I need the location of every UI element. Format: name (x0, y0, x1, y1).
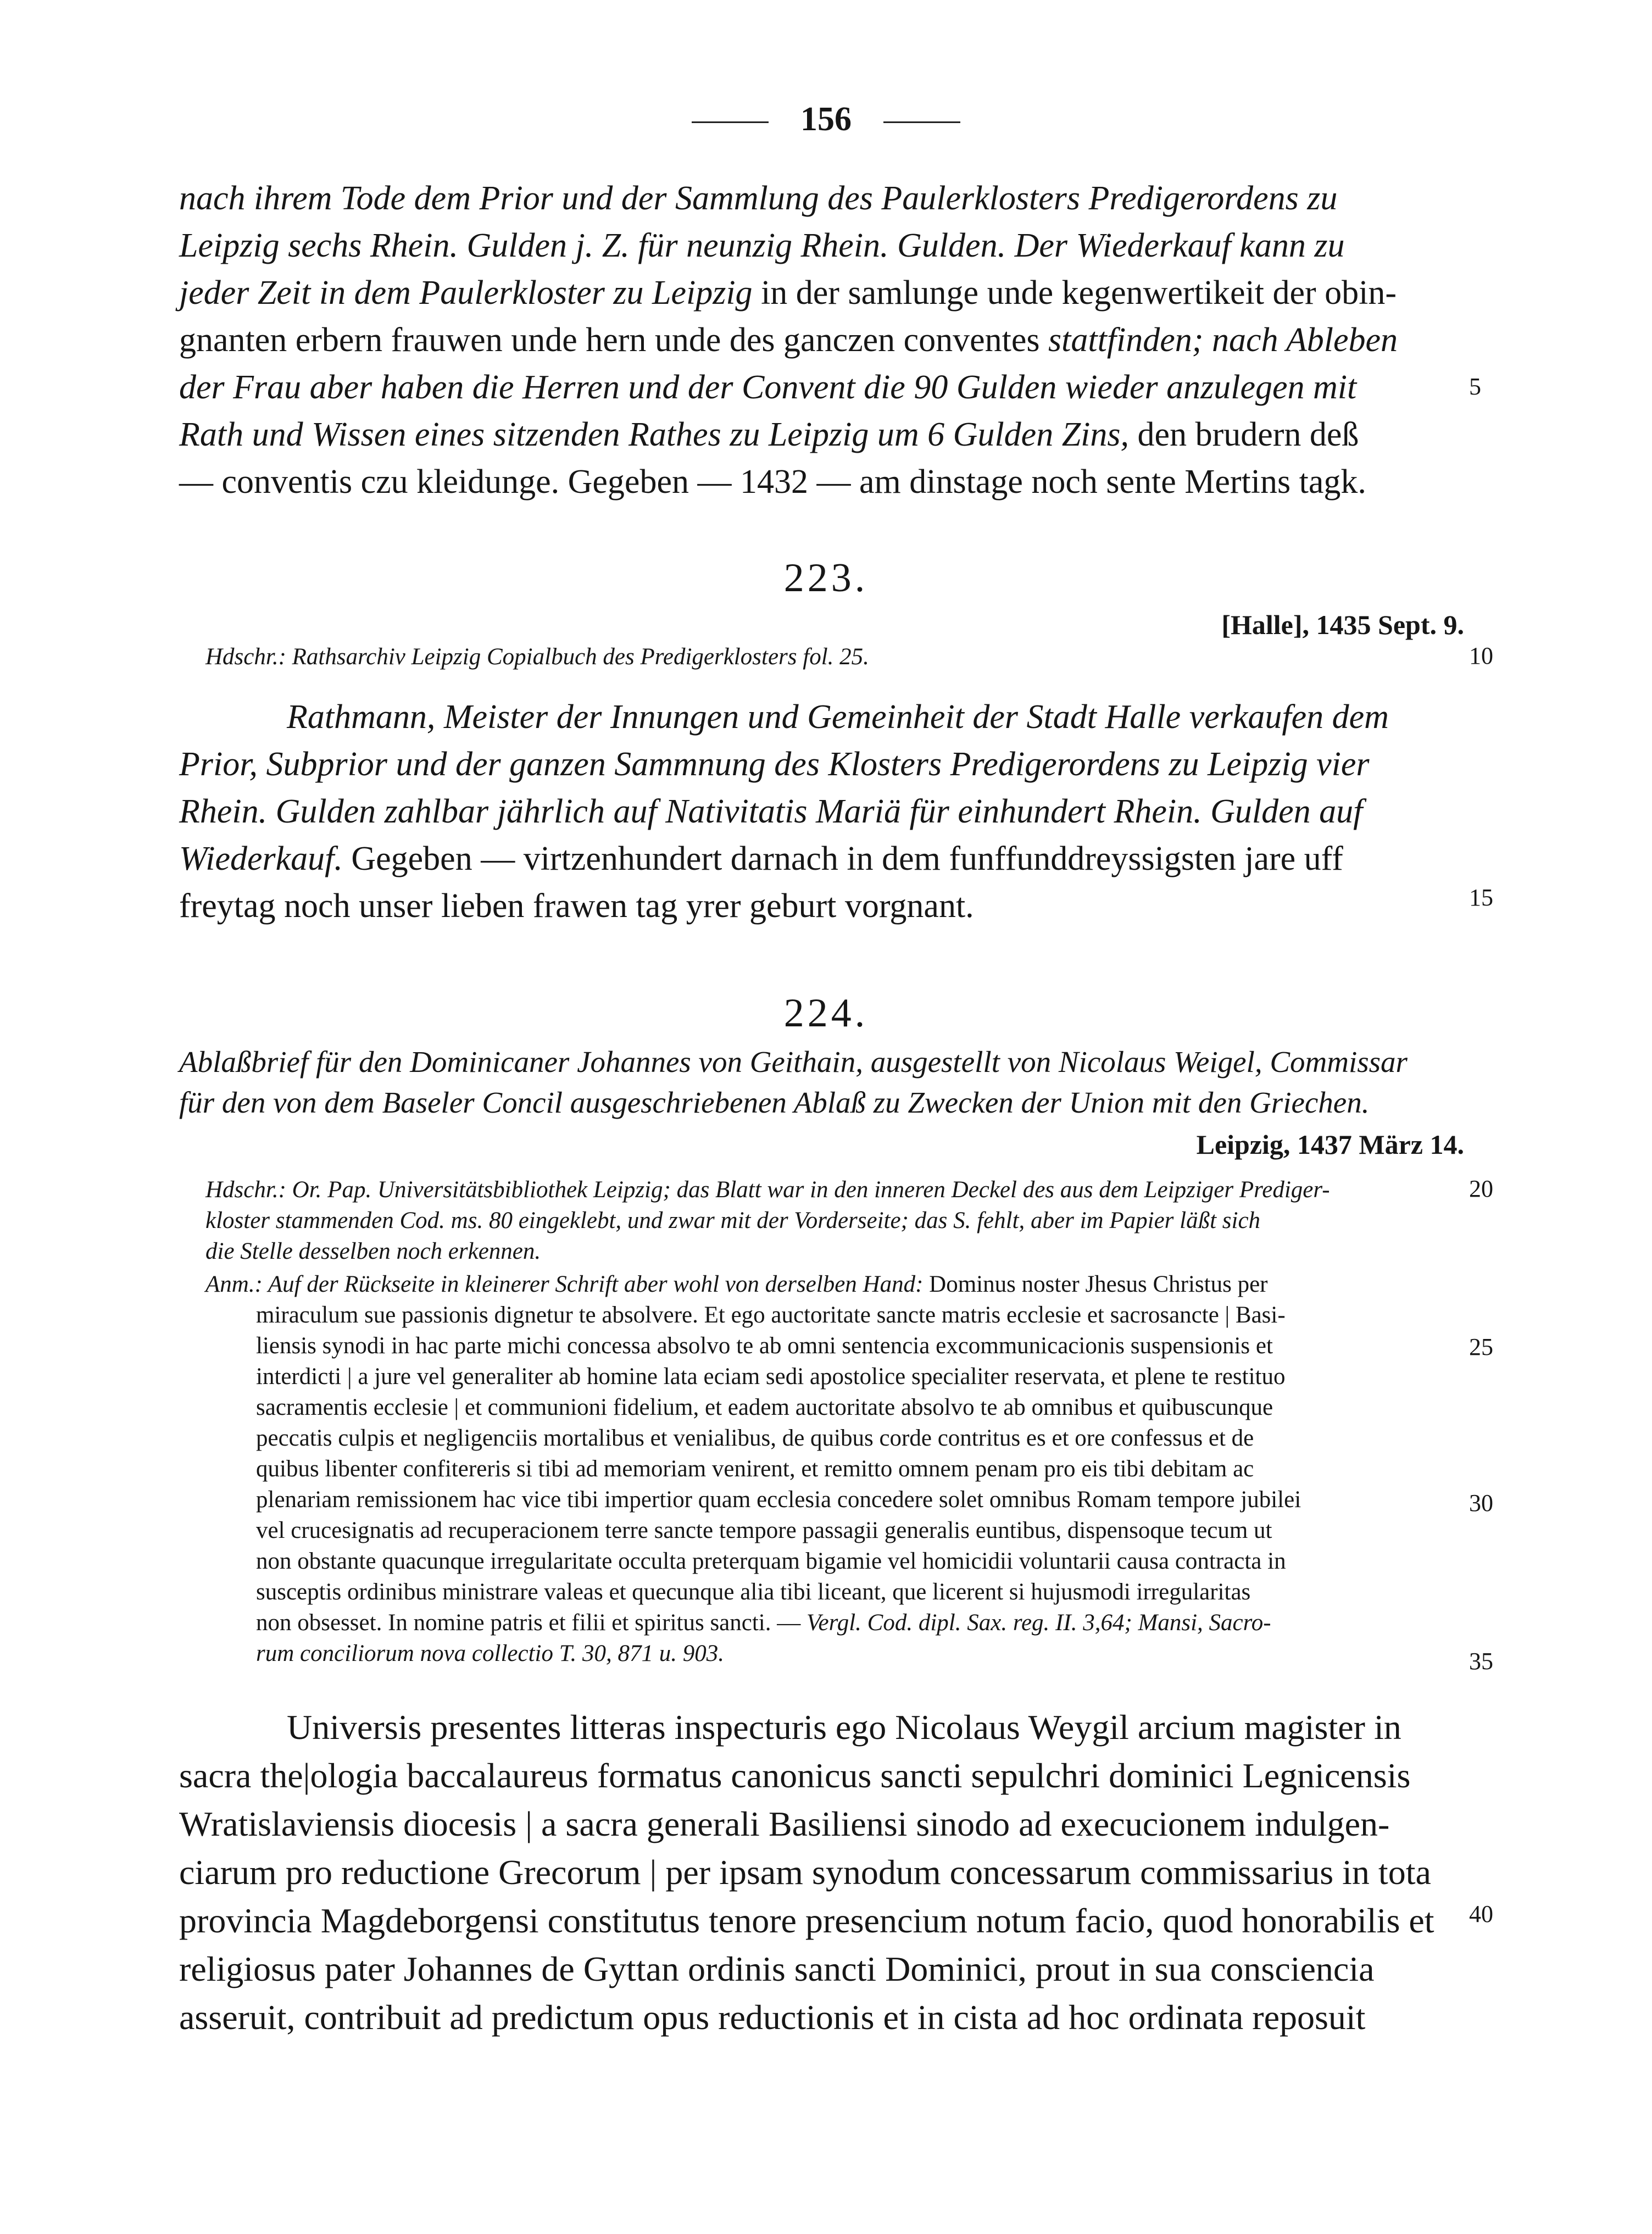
dateline-223: [Halle], 1435 Sept. 9. (1221, 609, 1464, 640)
annotation-line: miraculum sue passionis dignetur te absolvere. Et ego auctoritate sancte matris ecclesie et sacrosancte | Basi- (256, 1302, 1286, 1328)
line-number: 20 (1469, 1175, 1493, 1202)
annotation-224 (205, 1269, 1458, 1669)
annotation-line: Anm.: Auf der Rückseite in kleinerer Schrift aber wohl von derselben Hand: Dominus noster Jhesus Christus per (205, 1271, 1268, 1297)
annotation-line: interdicti | a jure vel generaliter ab homine lata eciam sedi apostolice specialiter reservata, et plene te restituo (256, 1364, 1286, 1390)
text-line: provincia Magdeborgensi constitutus tenore presencium notum facio, quod honorabilis et (179, 1901, 1434, 1940)
line-number: 30 (1469, 1490, 1493, 1516)
annotation-line: quibus libenter confitereris si tibi ad memoriam venirent, et remitto omnem penam pro eis tibi debitam ac (256, 1456, 1254, 1482)
dateline-224: Leipzig, 1437 März 14. (1196, 1129, 1464, 1160)
text-line: der Frau aber haben die Herren und der Convent die 90 Gulden wieder anzulegen mit (179, 369, 1357, 406)
text-line: sacra the|ologia baccalaureus formatus canonicus sancti sepulchri dominici Legnicensis (179, 1756, 1411, 1795)
text-line: jeder Zeit in dem Paulerkloster zu Leipzig in der samlunge unde kegenwertikeit der obin- (179, 274, 1397, 312)
annotation-line: susceptis ordinibus ministrare valeas et quecunque alia tibi liceant, que licerent si hujusmodi irregularitas (256, 1579, 1251, 1605)
text-line: Rath und Wissen eines sitzenden Rathes zu Leipzig um 6 Gulden Zins, den brudern deß (179, 416, 1359, 453)
annotation-line: non obsesset. In nomine patris et filii et spiritus sancti. — Vergl. Cod. dipl. Sax. reg. II. 3,64; Mansi, Sacro- (256, 1610, 1271, 1636)
regest-line: Ablaßbrief für den Dominicaner Johannes von Geithain, ausgestellt von Nicolaus Weigel, Commissar (179, 1045, 1408, 1079)
page-header (0, 100, 1652, 139)
text-line: asseruit, contribuit ad predictum opus reductionis et in cista ad hoc ordinata reposuit (179, 1998, 1366, 2037)
text-line: Leipzig sechs Rhein. Gulden j. Z. für neunzig Rhein. Gulden. Der Wiederkauf kann zu (179, 227, 1345, 264)
text-line: religiosus pater Johannes de Gyttan ordinis sancti Dominici, prout in sua consciencia (179, 1949, 1375, 1988)
line-number: 40 (1469, 1900, 1493, 1927)
continuation-text (179, 175, 1465, 505)
text-line: ciarum pro reductione Grecorum | per ipsam synodum concessarum commissarius in tota (179, 1853, 1431, 1892)
annotation-line: sacramentis ecclesie | et communioni fidelium, et eadem auctoritate absolvo te ab omnibus et quibuscunque (256, 1394, 1273, 1420)
line-number: 25 (1469, 1333, 1493, 1360)
page-number: 156 (800, 101, 852, 138)
line-number: 15 (1469, 884, 1493, 911)
manuscript-note-224: Hdschr.: Or. Pap. Universitätsbibliothek Leipzig; das Blatt war in den inneren Deckel des aus dem Leipziger Prediger- kloster stammenden Cod. ms. 80 eingeklebt, und zwar mit der Vorderseite; das S. fehlt, aber im Papier läßt sich die Stelle desselben noch erkennen. (205, 1177, 1330, 1264)
header-dash-right (883, 121, 960, 123)
regest-223 (179, 693, 1465, 930)
line-number: 5 (1469, 373, 1481, 400)
annotation-line: rum conciliorum nova collectio T. 30, 871 u. 903. (256, 1641, 724, 1666)
regest-line: Prior, Subprior und der ganzen Sammnung des Klosters Predigerordens zu Leipzig vier (179, 746, 1370, 783)
annotation-line: non obstante quacunque irregularitate occulta preterquam bigamie vel homicidii voluntarii causa contracta in (256, 1548, 1286, 1574)
header-dash-left (692, 121, 769, 123)
charter-text-224 (179, 1703, 1465, 2042)
regest-line: Rathmann, Meister der Innungen und Gemeinheit der Stadt Halle verkaufen dem (287, 698, 1389, 736)
annotation-line: plenariam remissionem hac vice tibi impertior quam ecclesia concedere solet omnibus Romam tempore jubilei (256, 1487, 1301, 1513)
text-line: freytag noch unser lieben frawen tag yrer geburt vorgnant. (179, 887, 974, 925)
regest-line: Rhein. Gulden zahlbar jährlich auf Nativitatis Mariä für einhundert Rhein. Gulden auf (179, 793, 1363, 830)
regest-line: für den von dem Baseler Concil ausgeschriebenen Ablaß zu Zwecken der Union mit den Griechen. (179, 1086, 1370, 1119)
text-line: nach ihrem Tode dem Prior und der Sammlung des Paulerklosters Predigerordens zu (179, 180, 1338, 217)
text-line: Wiederkauf. Gegeben — virtzenhundert darnach in dem funffunddreyssigsten jare uff (179, 840, 1343, 877)
text-line: gnanten erbern frauwen unde hern unde des ganczen conventes stattfinden; nach Ableben (179, 321, 1398, 359)
text-line: — conventis czu kleidunge. Gegeben — 1432 — am dinstage noch sente Mertins tagk. (179, 463, 1366, 501)
manuscript-note-223: Hdschr.: Rathsarchiv Leipzig Copialbuch des Predigerklosters fol. 25. (205, 644, 869, 670)
line-number: 35 (1469, 1648, 1493, 1675)
annotation-line: liensis synodi in hac parte michi concessa absolvo te ab omni sentencia excommunicacionis suspensionis et (256, 1333, 1273, 1359)
document-number-224: 224. (783, 991, 869, 1036)
annotation-line: peccatis culpis et negligenciis mortalibus et venialibus, de quibus corde contritus es et ore confessus et de (256, 1425, 1254, 1451)
annotation-line: vel crucesignatis ad recuperacionem terre sancte tempore passagii generalis euntibus, dispensoque tecum ut (256, 1518, 1272, 1543)
text-line: Universis presentes litteras inspecturis ego Nicolaus Weygil arcium magister in (287, 1708, 1401, 1747)
document-number-223: 223. (783, 555, 869, 601)
text-line: Wratislaviensis diocesis | a sacra generali Basiliensi sinodo ad execucionem indulgen- (179, 1804, 1390, 1843)
regest-224 (179, 1042, 1465, 1123)
line-number: 10 (1469, 642, 1493, 669)
